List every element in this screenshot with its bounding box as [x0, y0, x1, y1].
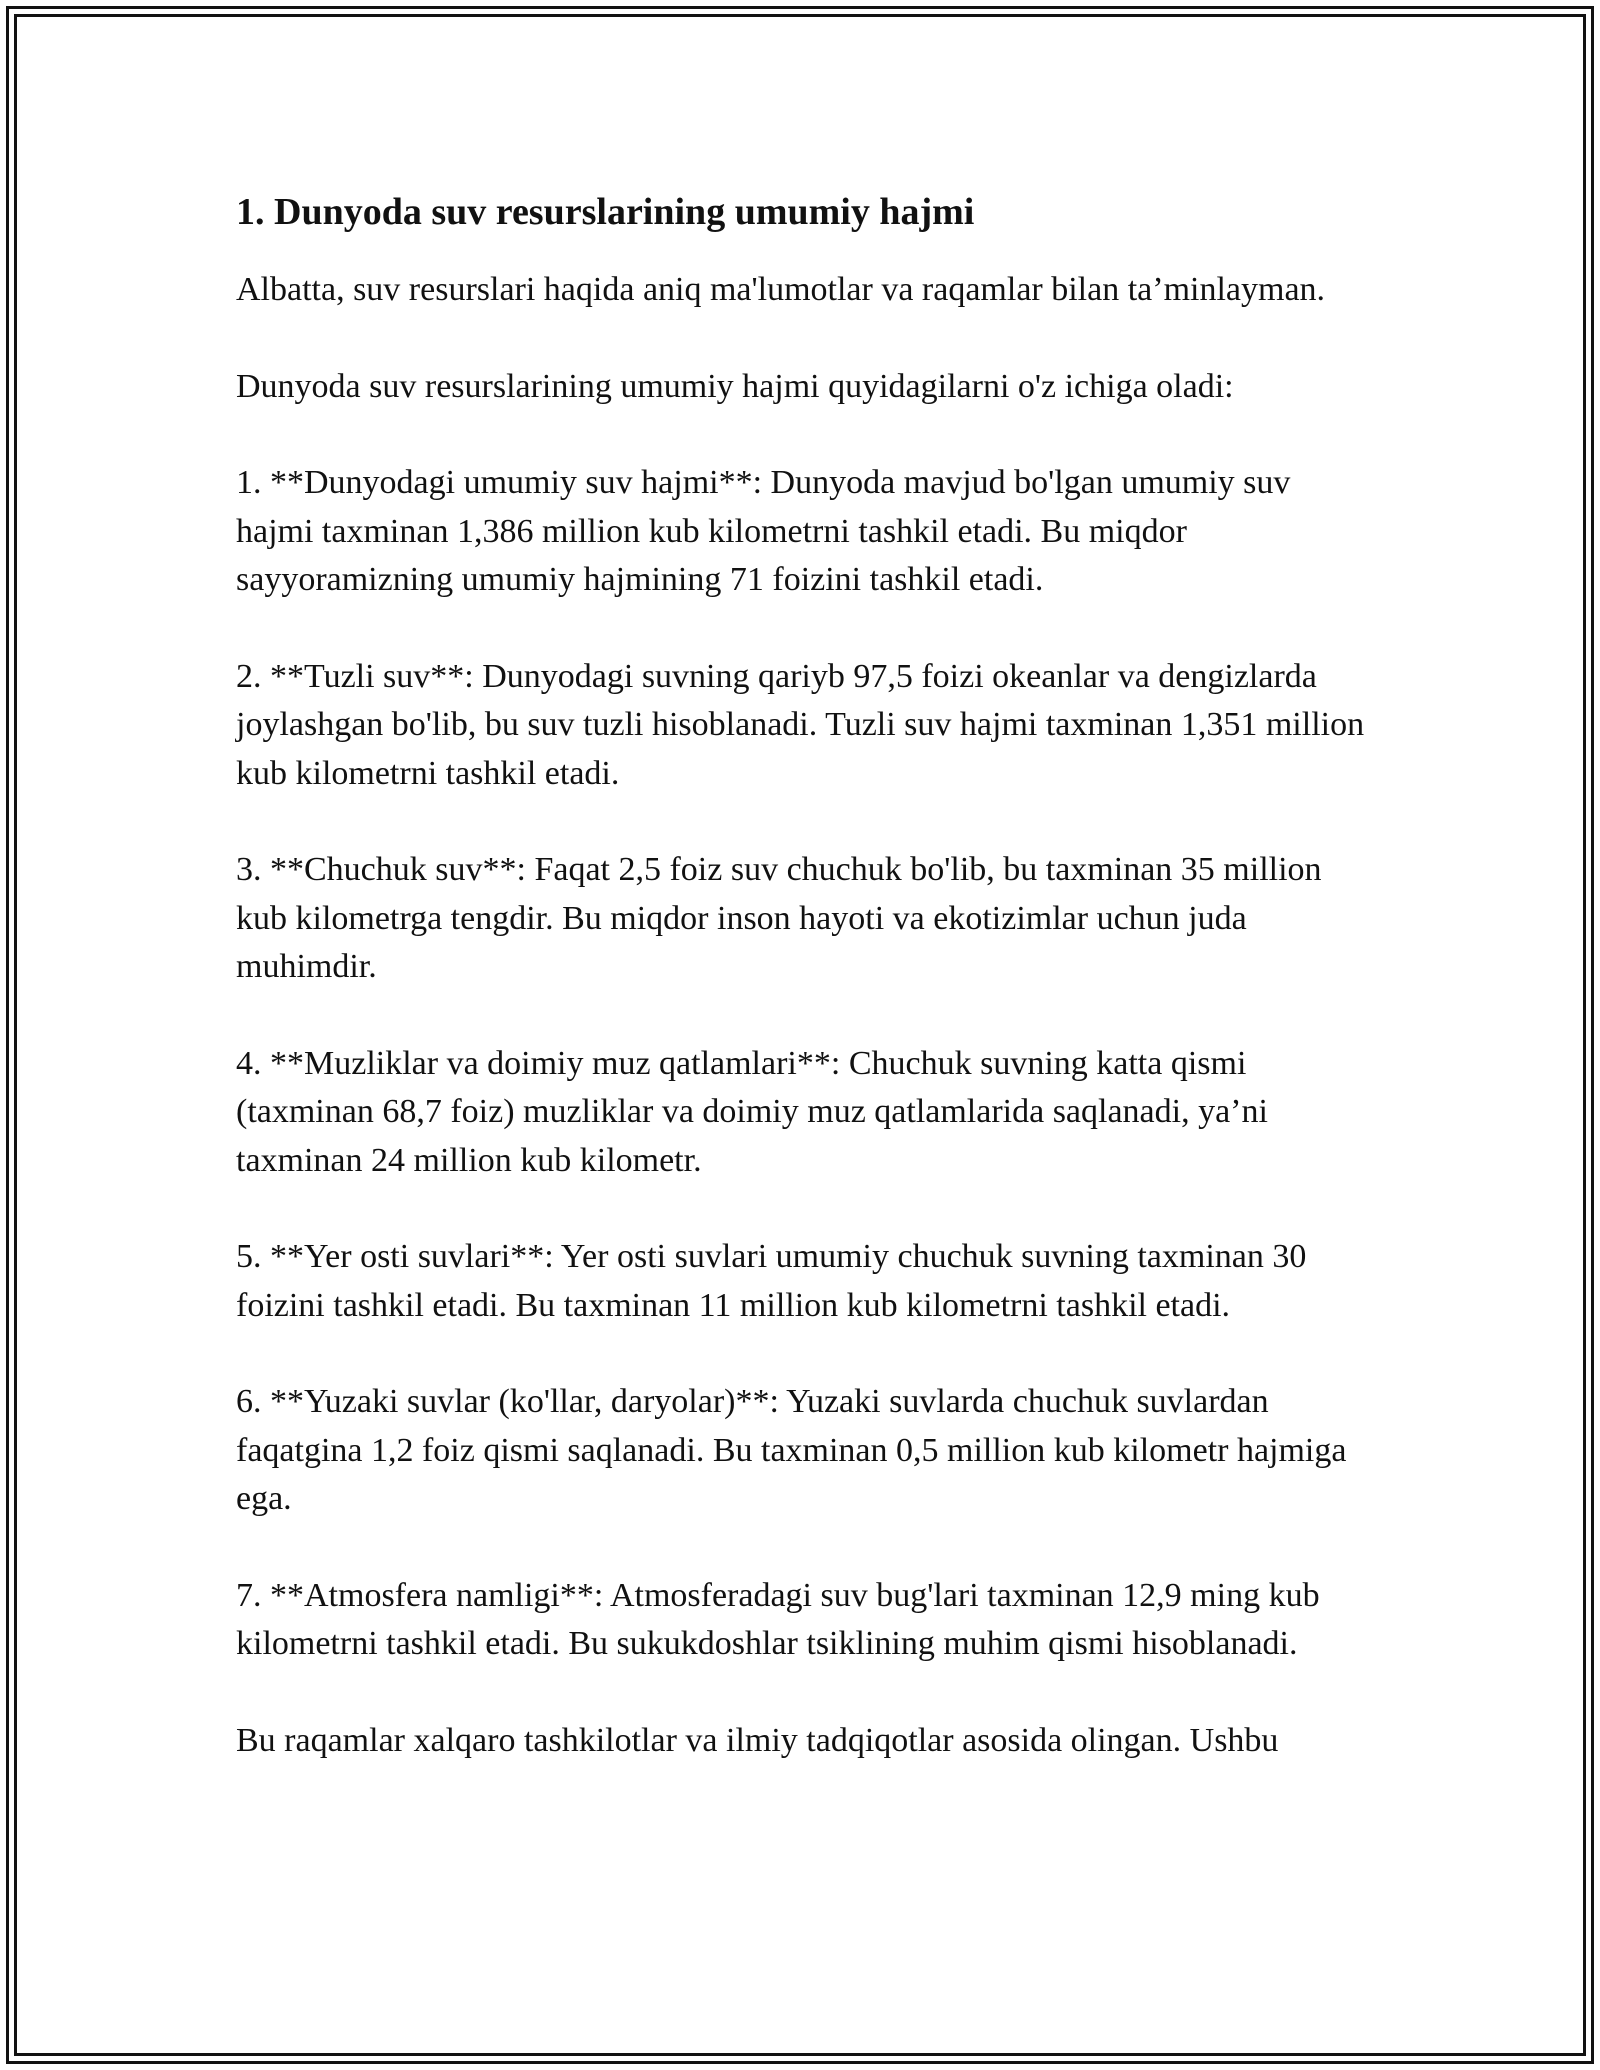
paragraph-overview: Dunyoda suv resurslarining umumiy hajmi quyidagilarni o'z ichiga oladi:	[236, 367, 1234, 405]
document-body	[236, 186, 1376, 1813]
paragraph-item-7: 7. **Atmosfera namligi**: Atmosferadagi suv bug'lari taxminan 12,9 ming kub kilometrni tashkil etadi. Bu sukukdoshlar tsiklining muhim qismi hisoblanadi.	[236, 1576, 1320, 1662]
section-heading: 1. Dunyoda suv resurslarining umumiy hajmi	[236, 191, 975, 233]
paragraph-conclusion: Bu raqamlar xalqaro tashkilotlar va ilmiy tadqiqotlar asosida olingan. Ushbu	[236, 1721, 1279, 1759]
paragraph-intro: Albatta, suv resurslari haqida aniq ma'lumotlar va raqamlar bilan ta’minlayman.	[236, 271, 1326, 308]
paragraph-item-4: 4. **Muzliklar va doimiy muz qatlamlari**: Chuchuk suvning katta qismi (taxminan 68,7 foiz) muzliklar va doimiy muz qatlamlarida saqlanadi, ya’ni taxminan 24 million kub kilometr.	[236, 1044, 1268, 1179]
paragraph-item-6: 6. **Yuzaki suvlar (ko'llar, daryolar)**: Yuzaki suvlarda chuchuk suvlardan faqatgina 1,2 foiz qismi saqlanadi. Bu taxminan 0,5 million kub kilometr hajmiga ega.	[236, 1383, 1347, 1517]
paragraph-item-3: 3. **Chuchuk suv**: Faqat 2,5 foiz suv chuchuk bo'lib, bu taxminan 35 million kub kilometrga tengdir. Bu miqdor inson hayoti va ekotizimlar uchun juda muhimdir.	[236, 851, 1322, 985]
paragraph-item-5: 5. **Yer osti suvlari**: Yer osti suvlari umumiy chuchuk suvning taxminan 30 foizini tashkil etadi. Bu taxminan 11 million kub kilometrni tashkil etadi.	[236, 1238, 1307, 1324]
paragraph-item-2: 2. **Tuzli suv**: Dunyodagi suvning qariyb 97,5 foizi okeanlar va dengizlarda joylashgan bo'lib, bu suv tuzli hisoblanadi. Tuzli suv hajmi taxminan 1,351 million kub kilometrni tashkil etadi.	[236, 657, 1365, 792]
paragraph-item-1: 1. **Dunyodagi umumiy suv hajmi**: Dunyoda mavjud bo'lgan umumiy suv hajmi taxminan 1,386 million kub kilometrni tashkil etadi. Bu miqdor sayyoramizning umumiy hajmining 71 foizini tashkil etadi.	[236, 464, 1291, 598]
